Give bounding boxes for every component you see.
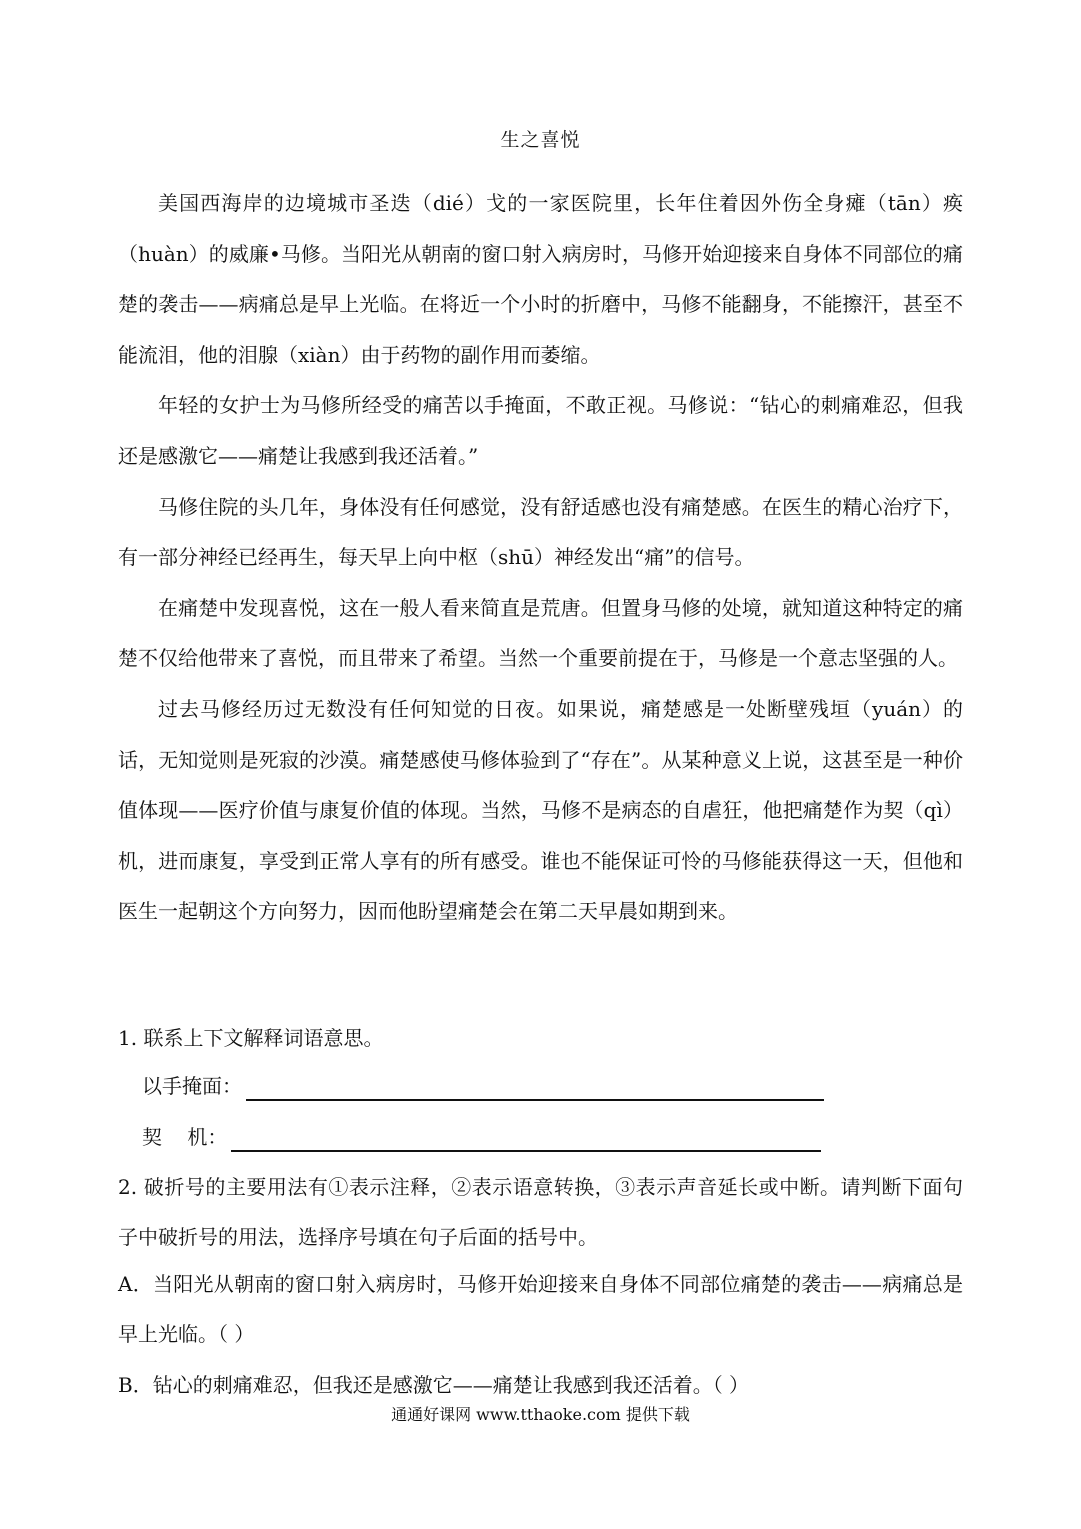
definition-row — [142, 1122, 821, 1152]
paragraph-1: 美国西海岸的边境城市圣迭（dié）戈的一家医院里，长年住着因外伤全身瘫（tān）痪（huàn）的威廉•马修。当阳光从朝南的窗口射入病房时，马修开始迎接来自身体不同部位的痛楚的袭击——病痛总是早上光临。在将近一个小时的折磨中，马修不能翻身，不能擦汗，甚至不能流泪，他的泪腺（xiàn）由于药物的副作用而萎缩。 — [118, 191, 963, 367]
page-footer: 通通好课网 www.tthaoke.com 提供下载 — [391, 1405, 690, 1424]
question-2-option-a: A．当阳光从朝南的窗口射入病房时，马修开始迎接来自身体不同部位痛楚的袭击——病痛总是早上光临。（ ） — [118, 1272, 963, 1346]
paragraph-3: 马修住院的头几年，身体没有任何感觉，没有舒适感也没有痛楚感。在医生的精心治疗下，有一部分神经已经再生，每天早上向中枢（shū）神经发出“痛”的信号。 — [118, 494, 963, 570]
question-2-option-b: B．钻心的刺痛难忍，但我还是感激它——痛楚让我感到我还活着。（ ） — [118, 1373, 750, 1397]
definition-row — [142, 1071, 824, 1101]
question-2-prompt: 2. 破折号的主要用法有①表示注释，②表示语意转换，③表示声音延长或中断。请判断下面句子中破折号的用法，选择序号填在句子后面的括号中。 — [118, 1175, 963, 1249]
answer-blank-line[interactable] — [231, 1128, 821, 1152]
paragraph-2: 年轻的女护士为马修所经受的痛苦以手掩面，不敢正视。马修说：“钻心的刺痛难忍，但我还是感激它——痛楚让我感到我还活着。” — [118, 393, 963, 468]
definition-label: 契 机： — [142, 1125, 228, 1149]
definition-label: 以手掩面： — [142, 1074, 242, 1098]
answer-blank-line[interactable] — [246, 1077, 824, 1101]
article-title: 生之喜悦 — [500, 129, 581, 151]
question-1-prompt: 1. 联系上下文解释词语意思。 — [118, 1026, 384, 1050]
paragraph-5: 过去马修经历过无数没有任何知觉的日夜。如果说，痛楚感是一处断壁残垣（yuán）的话，无知觉则是死寂的沙漠。痛楚感使马修体验到了“存在”。从某种意义上说，这甚至是一种价值体现——医疗价值与康复价值的体现。当然，马修不是病态的自虐狂，他把痛楚作为契（qì）机，进而康复，享受到正常人享有的所有感受。谁也不能保证可怜的马修能获得这一天，但他和医生一起朝这个方向努力，因而他盼望痛楚会在第二天早晨如期到来。 — [118, 696, 963, 924]
paragraph-4: 在痛楚中发现喜悦，这在一般人看来简直是荒唐。但置身马修的处境，就知道这种特定的痛楚不仅给他带来了喜悦，而且带来了希望。当然一个重要前提在于，马修是一个意志坚强的人。 — [118, 595, 963, 671]
article-body — [118, 178, 963, 937]
